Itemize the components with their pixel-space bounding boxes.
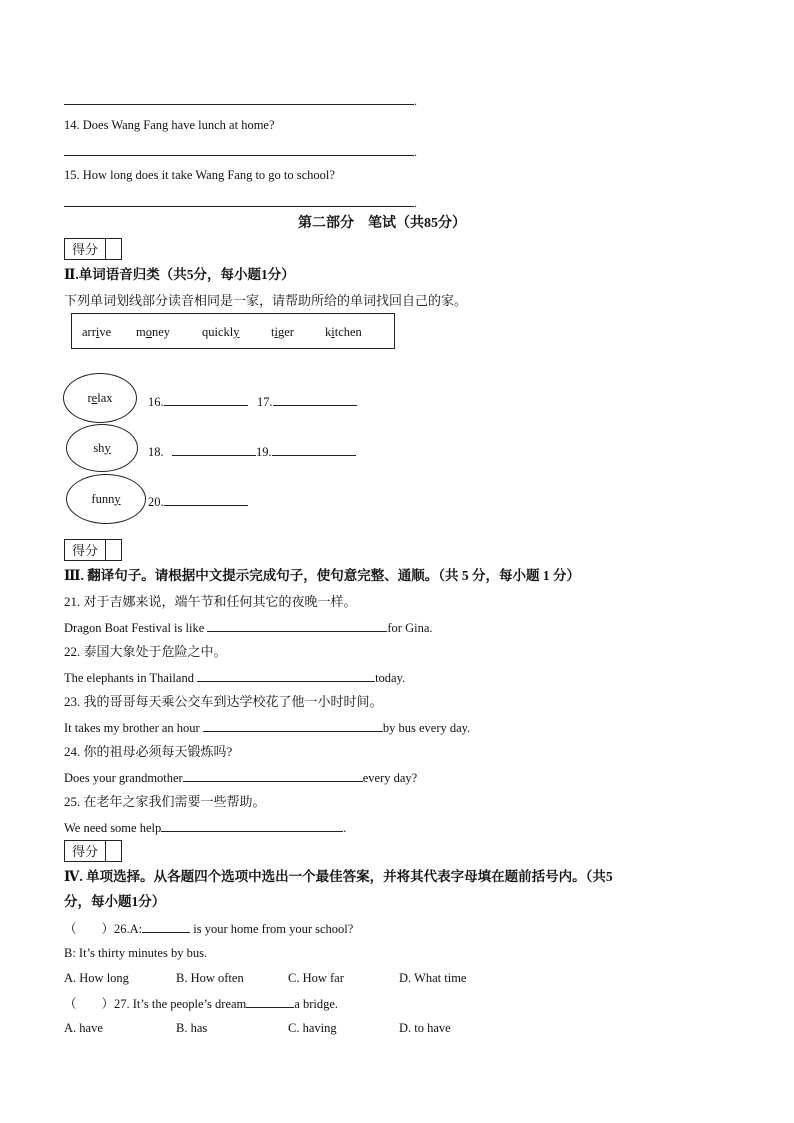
answer-line-14[interactable] [64, 155, 414, 156]
q27-stem: （ ）27. It’s the people’s dream a bridge. [64, 997, 339, 1011]
q26-option-d[interactable]: D. What time [399, 971, 467, 985]
q22-chinese: 22. 泰国大象处于危险之中。 [64, 644, 227, 659]
score-label: 得分 [72, 543, 99, 558]
score-divider [105, 841, 106, 861]
q24-english[interactable]: Does your grandmother every day? [64, 771, 418, 785]
score-box-3 [64, 539, 122, 561]
q21-chinese: 21. 对于吉娜来说，端午节和任何其它的夜晚一样。 [64, 594, 357, 609]
blank-19[interactable]: 19. [256, 443, 356, 460]
section4-title-line1: Ⅳ. 单项选择。从各题四个选项中选出一个最佳答案，并将其代表字母填在题前括号内。（共5 [64, 869, 613, 884]
word-money: money [136, 325, 171, 339]
question-15: 15. How long does it take Wang Fang to go to school? [64, 168, 335, 182]
q27-option-a[interactable]: A. have [64, 1021, 103, 1035]
line-end-13: . [414, 94, 417, 108]
blank-20[interactable]: 20. [148, 493, 248, 510]
q22-english[interactable]: The elephants in Thailand today. [64, 671, 406, 685]
section3-title: Ⅲ. 翻译句子。请根据中文提示完成句子，使句意完整、通顺。（共 5 分，每小题 1 分） [64, 568, 580, 583]
word-box [71, 313, 395, 349]
section4-title-line2: 分，每小题1分） [64, 894, 166, 909]
q27-option-c[interactable]: C. having [288, 1021, 337, 1035]
q26-stem: （ ）26.A: is your home from your school? [64, 922, 354, 936]
word-tiger: tiger [271, 325, 294, 339]
score-divider [105, 239, 106, 259]
q21-english[interactable]: Dragon Boat Festival is like for Gina. [64, 621, 433, 635]
section2-title: Ⅱ.单词语音归类（共5分，每小题1分） [64, 267, 295, 282]
answer-line-15[interactable] [64, 206, 414, 207]
word-quickly: quickly [202, 325, 240, 339]
score-label: 得分 [72, 844, 99, 859]
blank-17[interactable]: 17. [257, 393, 357, 410]
q23-english[interactable]: It takes my brother an hour by bus every day. [64, 721, 471, 735]
score-divider [105, 540, 106, 560]
q27-option-d[interactable]: D. to have [399, 1021, 451, 1035]
score-box-2 [64, 238, 122, 260]
q25-english[interactable]: We need some help . [64, 821, 347, 835]
q26-option-b[interactable]: B. How often [176, 971, 244, 985]
q26-option-c[interactable]: C. How far [288, 971, 344, 985]
word-kitchen: kitchen [325, 325, 362, 339]
answer-line-13[interactable] [64, 104, 414, 105]
score-label: 得分 [72, 242, 99, 257]
q27-option-b[interactable]: B. has [176, 1021, 208, 1035]
blank-16[interactable]: 16. [148, 393, 248, 410]
question-14: 14. Does Wang Fang have lunch at home? [64, 118, 275, 132]
section2-instruction: 下列单词划线部分读音相同是一家，请帮助所给的单词找回自己的家。 [64, 293, 468, 308]
q24-chinese: 24. 你的祖母必须每天锻炼吗? [64, 744, 233, 759]
part2-title: 第二部分 笔试（共85分） [298, 216, 466, 231]
oval-funny: funn y [66, 474, 146, 524]
q27-answer-paren[interactable]: （ ） [64, 997, 115, 1011]
q25-chinese: 25. 在老年之家我们需要一些帮助。 [64, 794, 266, 809]
score-box-4 [64, 840, 122, 862]
word-arrive: arrive [82, 325, 112, 339]
oval-relax: r e lax [63, 373, 137, 423]
blank-18[interactable]: 18. [148, 443, 256, 460]
q26-option-a[interactable]: A. How long [64, 971, 129, 985]
line-end-15: . [414, 196, 417, 210]
q26-answer-b: B: It’s thirty minutes by bus. [64, 946, 208, 960]
q23-chinese: 23. 我的哥哥每天乘公交车到达学校花了他一小时时间。 [64, 694, 383, 709]
line-end-14: . [414, 145, 417, 159]
q26-answer-paren[interactable]: （ ） [64, 922, 115, 936]
oval-shy: sh y [66, 424, 138, 472]
